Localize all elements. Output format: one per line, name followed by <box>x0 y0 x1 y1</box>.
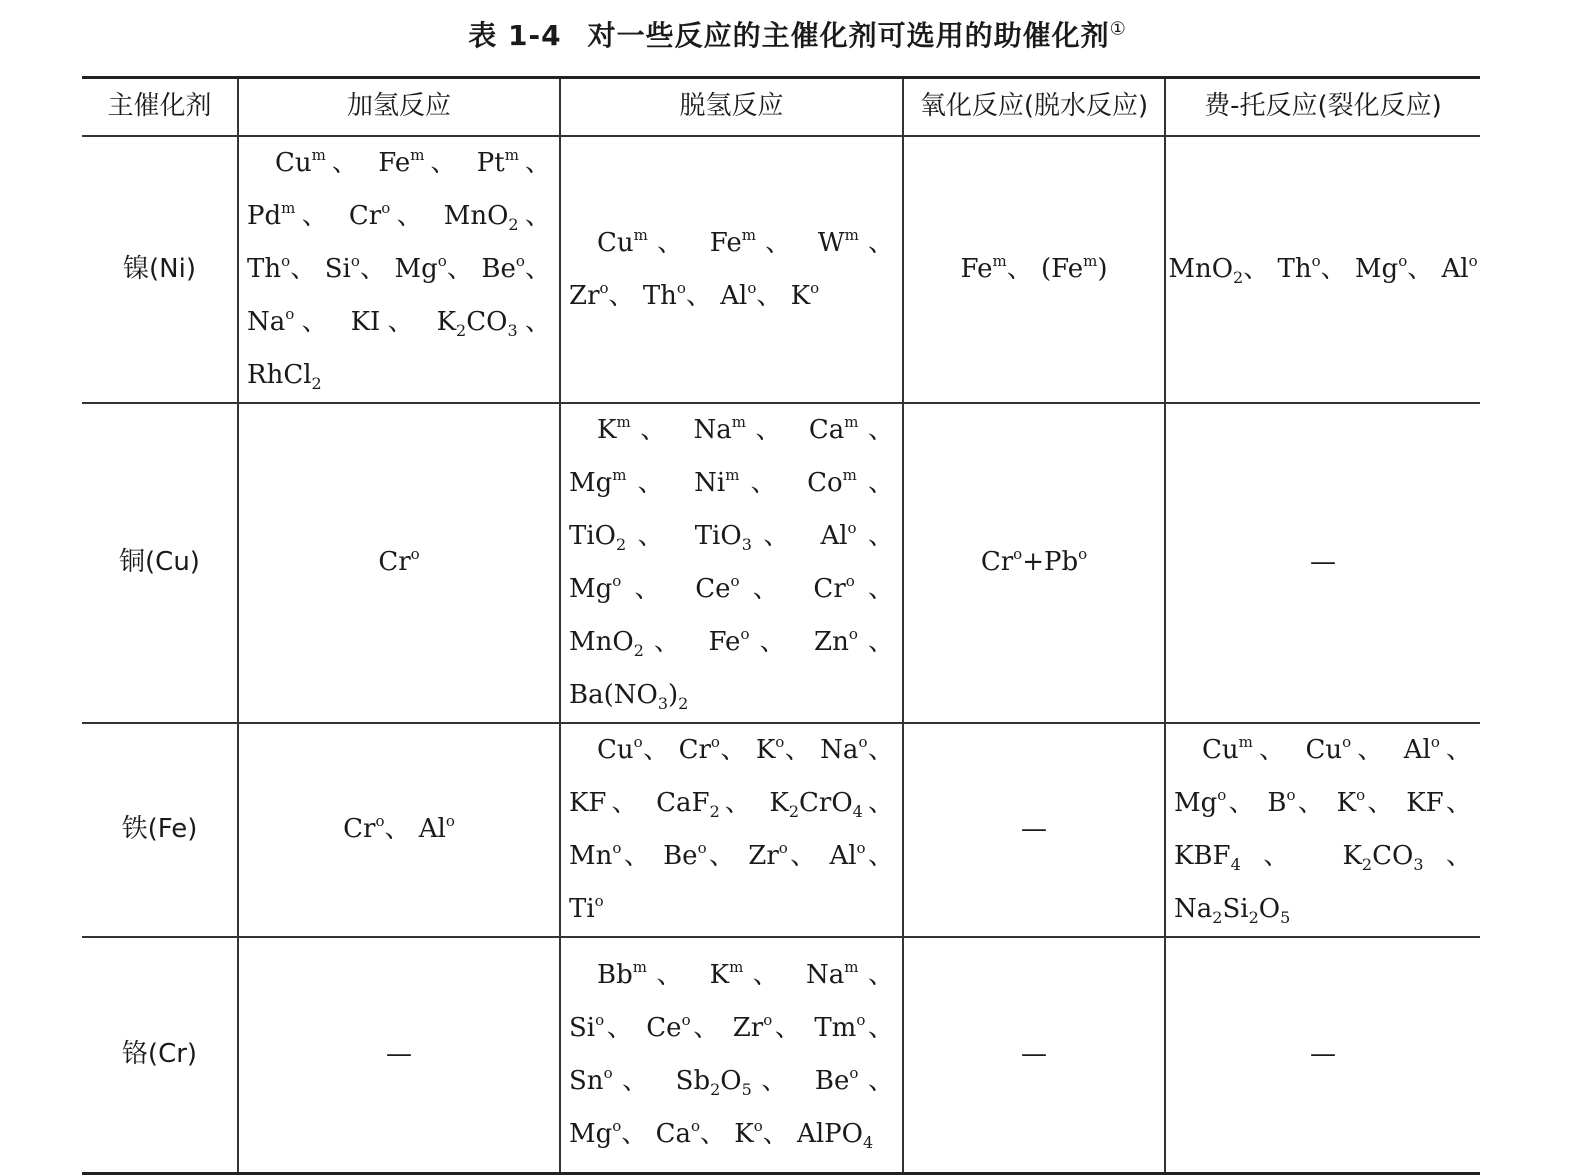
cell-fe-hydrogenation <box>238 723 560 937</box>
cell-ni-dehydrogenation <box>560 136 903 403</box>
promoter-item: $Na_2Si_2O_5$ <box>1174 894 1291 927</box>
promoter-item: Fe$^m$、 <box>709 225 801 258</box>
empty-dash: — <box>1310 547 1336 578</box>
promoter-item: Al$^o$ <box>418 812 455 845</box>
table-row <box>82 937 1480 1173</box>
promoter-item: Cr$^o$ <box>378 545 420 578</box>
promoter-item: Fe$^o$、 <box>708 625 796 657</box>
promoter-item: Zr$^o$、 <box>748 839 819 871</box>
promoter-item: Fe$^m$、 <box>960 251 1033 284</box>
promoter-item: $KBF_4$、 <box>1174 841 1312 874</box>
promoter-item: Al$^o$、 <box>720 278 783 311</box>
promoter-item: Zr$^o$、 <box>732 1010 804 1043</box>
footnote-mark: ① <box>1109 18 1127 40</box>
promoter-item: $B^o$、 <box>1267 786 1327 818</box>
promoter-item: AlPO$_4$ <box>797 1118 874 1152</box>
promoter-item: Cr$^o$、 <box>343 812 411 845</box>
header-oxidation: 氧化反应(脱水反应) <box>903 78 1165 137</box>
promoter-item: (Fe$^m$) <box>1040 251 1108 284</box>
promoter-item: Be$^o$、 <box>814 1063 894 1096</box>
promoter-item: Cu$^m$、 <box>1202 733 1292 765</box>
promoter-item: Mn$^o$、 <box>569 839 653 871</box>
table-number: 表 1-4 <box>468 19 562 52</box>
promoter-item: Cr$^o$、 <box>678 733 747 765</box>
promoter-item: Al$^o$、 <box>820 519 894 551</box>
promoter-item: Cr$^o$、 <box>348 199 430 231</box>
promoter-item: $K^o$、 <box>755 733 812 765</box>
promoter-item: $K_2CrO_4$、 <box>769 788 894 821</box>
promoter-item: Ca$^m$、 <box>808 413 894 445</box>
promoter-item: Al$^o$、 <box>829 839 895 871</box>
row-catalyst-cu: 铜(Cu) <box>82 403 238 723</box>
promoter-item: $K^o$、 <box>1336 786 1396 818</box>
promoter-item: $K^m$、 <box>709 957 789 990</box>
promoter-item: Mg$^o$、 <box>1174 786 1257 818</box>
promoter-item: Mg$^o$、 <box>1354 251 1434 284</box>
promoter-table <box>82 76 1480 1175</box>
promoter-item: Mg$^m$、 <box>569 466 675 498</box>
table-row <box>82 136 1480 403</box>
cell-cu-dehydrogenation <box>560 403 903 723</box>
promoter-item: Mg$^o$、 <box>569 572 674 604</box>
promoter-item: MnO$_2$、 <box>443 201 551 234</box>
promoter-item: Co$^m$、 <box>807 466 894 498</box>
row-catalyst-cr: 铬(Cr) <box>82 937 238 1173</box>
promoter-item: KF、 <box>569 788 643 818</box>
promoter-item: Sn$^o$、 <box>569 1063 658 1096</box>
promoter-item: MnO$_2$、 <box>1168 253 1270 287</box>
promoter-item: KI、 <box>350 307 421 337</box>
promoter-item: Cr$^o$、 <box>813 572 894 604</box>
cell-fe-ft <box>1165 723 1480 937</box>
header-main-catalyst: 主催化剂 <box>82 78 238 137</box>
promoter-item: Na$^m$、 <box>806 957 894 990</box>
promoter-item: $K^m$、 <box>597 413 676 445</box>
promoter-item: Al$^o$ <box>1441 251 1478 284</box>
cell-ni-hydrogenation <box>238 136 560 403</box>
header-dehydrogenation: 脱氢反应 <box>560 78 903 137</box>
promoter-item: RhCl$_2$ <box>247 360 322 393</box>
promoter-item: MnO$_2$、 <box>569 627 691 660</box>
promoter-item: Al$^o$、 <box>1403 733 1472 765</box>
table-row <box>82 403 1480 723</box>
promoter-item: $Ba(NO_3)_2$ <box>569 680 689 713</box>
cell-fe-oxidation <box>903 723 1165 937</box>
promoter-item: Ca$^o$、 <box>655 1116 727 1149</box>
empty-dash: — <box>1310 1039 1336 1070</box>
promoter-item: CaF$_2$、 <box>656 788 757 821</box>
cell-cr-ft <box>1165 937 1480 1173</box>
promoter-item: Bb$^m$、 <box>597 957 692 990</box>
promoter-item: $K^o$、 <box>734 1116 789 1149</box>
promoter-item: Be$^o$、 <box>481 252 552 284</box>
promoter-item: Zr$^o$、 <box>569 278 635 311</box>
promoter-item: Cu$^o$、 <box>1305 733 1390 765</box>
promoter-item: $K_2CO_3$、 <box>1342 841 1472 874</box>
promoter-item: Mg$^o$、 <box>394 252 473 284</box>
empty-dash: — <box>386 1039 412 1070</box>
promoter-item: $Sb_2O_5$、 <box>675 1065 797 1099</box>
promoter-item: TiO$_2$、 <box>569 521 676 554</box>
cell-fe-dehydrogenation <box>560 723 903 937</box>
cell-cu-oxidation: $Cr^o+Pb^o$ <box>903 403 1165 723</box>
promoter-item: Ti$^o$ <box>569 892 604 924</box>
promoter-item: Zn$^o$、 <box>814 625 894 657</box>
row-catalyst-ni: 镍(Ni) <box>82 136 238 403</box>
header-row <box>82 78 1480 137</box>
promoter-item: $K_2CO_3$、 <box>436 307 551 340</box>
promoter-item: $W^m$、 <box>817 225 895 258</box>
row-catalyst-fe: 铁(Fe) <box>82 723 238 937</box>
promoter-item: Cu$^m$、 <box>275 146 364 178</box>
promoter-item: $K^o$ <box>790 278 820 311</box>
header-fischer-tropsch: 费-托反应(裂化反应) <box>1165 78 1480 137</box>
cell-cr-dehydrogenation <box>560 937 903 1173</box>
cell-ni-oxidation <box>903 136 1165 403</box>
empty-dash: — <box>1021 814 1047 845</box>
promoter-item: Ce$^o$、 <box>646 1010 722 1043</box>
promoter-item: Th$^o$、 <box>1277 251 1347 284</box>
header-hydrogenation: 加氢反应 <box>238 78 560 137</box>
promoter-item: Ce$^o$、 <box>695 572 792 604</box>
empty-dash: — <box>1021 1039 1047 1070</box>
promoter-item: Ni$^m$、 <box>694 466 788 498</box>
promoter-item: Na$^o$、 <box>820 733 895 765</box>
promoter-item: Pt$^m$、 <box>476 146 551 178</box>
promoter-item: Pd$^m$、 <box>247 199 335 231</box>
cell-cu-hydrogenation <box>238 403 560 723</box>
promoter-item: Mg$^o$、 <box>569 1116 648 1149</box>
promoter-item: Th$^o$、 <box>642 278 712 311</box>
promoter-item: Th$^o$、 <box>247 252 317 284</box>
cell-ni-ft <box>1165 136 1480 403</box>
promoter-item: KF、 <box>1406 788 1472 818</box>
cell-cr-oxidation <box>903 937 1165 1173</box>
promoter-item: Cu$^m$、 <box>597 225 693 258</box>
promoter-item: Na$^m$、 <box>693 413 792 445</box>
promoter-item: Si$^o$、 <box>324 252 387 284</box>
table-row <box>82 723 1480 937</box>
promoter-item: Tm$^o$、 <box>814 1010 894 1043</box>
promoter-item: TiO$_3$、 <box>694 521 801 554</box>
table-title: 对一些反应的主催化剂可选用的助催化剂 <box>587 19 1110 52</box>
promoter-item: Si$^o$、 <box>569 1010 636 1043</box>
table-caption <box>0 14 1595 54</box>
promoter-item: Na$^o$、 <box>247 305 335 337</box>
cell-cr-hydrogenation <box>238 937 560 1173</box>
promoter-item: Fe$^m$、 <box>378 146 463 178</box>
promoter-item: Cu$^o$、 <box>597 733 670 765</box>
promoter-item: Be$^o$、 <box>663 839 738 871</box>
cell-cu-ft <box>1165 403 1480 723</box>
